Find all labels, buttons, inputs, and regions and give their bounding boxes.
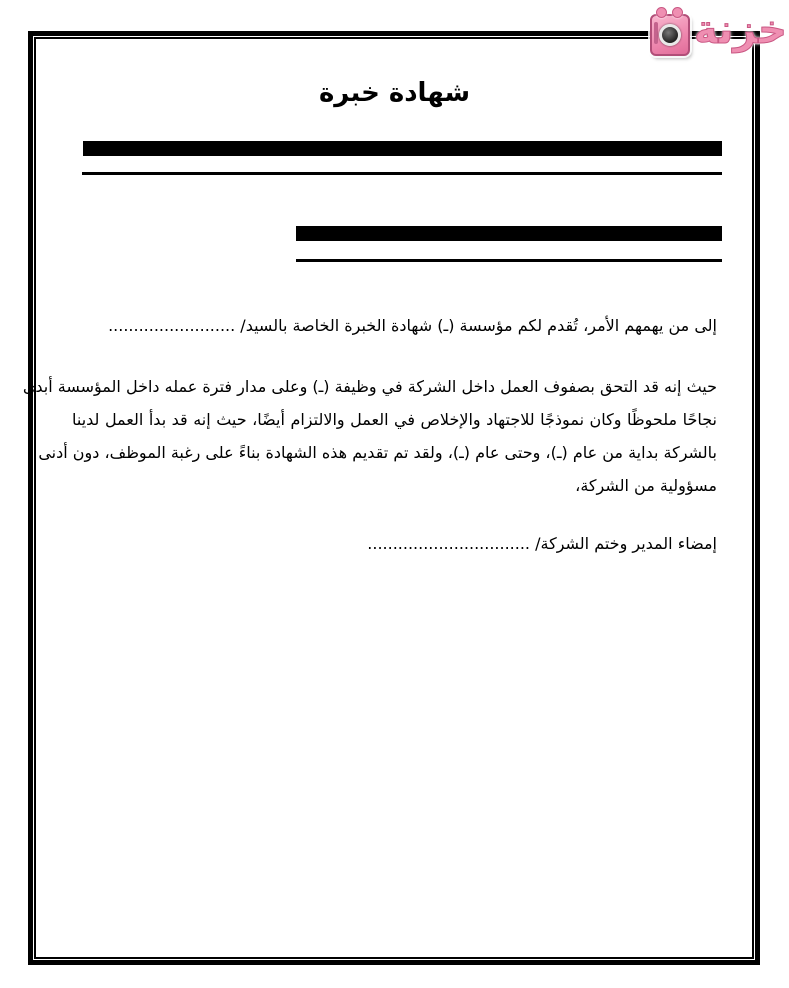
header-rule-half [296, 259, 722, 262]
body-line: بالشركة بداية من عام (ـ)، وحتى عام (ـ)، ولقد تم تقديم هذه الشهادة بناءً على رغبة الموظف، دون أدنى [38, 443, 717, 462]
body-line: مسؤولية من الشركة، [575, 476, 717, 495]
body-paragraph [22, 370, 717, 502]
brand-logo [650, 0, 787, 60]
brand-logo-text: خزنة [694, 7, 787, 53]
body-line: نجاحًا ملحوظًا وكان نموذجًا للاجتهاد والإخلاص في العمل والالتزام أيضًا، حيث إنه قد بدأ العمل لدينا [72, 410, 717, 429]
safe-hinge [654, 22, 658, 44]
header-rule-full [82, 172, 722, 175]
redacted-bar-half [296, 226, 722, 241]
redacted-bar-full [83, 141, 722, 156]
body-line: حيث إنه قد التحق بصفوف العمل داخل الشركة في وظيفة (ـ) وعلى مدار فترة عمله داخل المؤسسة أبدى [22, 377, 717, 396]
taa-marbuta-dots [656, 7, 683, 18]
intro-line: إلى من يهمهم الأمر، تُقدم لكم مؤسسة (ـ) شهادة الخبرة الخاصة بالسيد/ ......................... [108, 316, 717, 335]
safe-vault-icon [650, 14, 690, 56]
signature-line: إمضاء المدير وختم الشركة/ ................................ [367, 534, 717, 553]
certificate-title: شهادة خبرة [318, 78, 471, 108]
safe-dial-icon [659, 24, 681, 46]
